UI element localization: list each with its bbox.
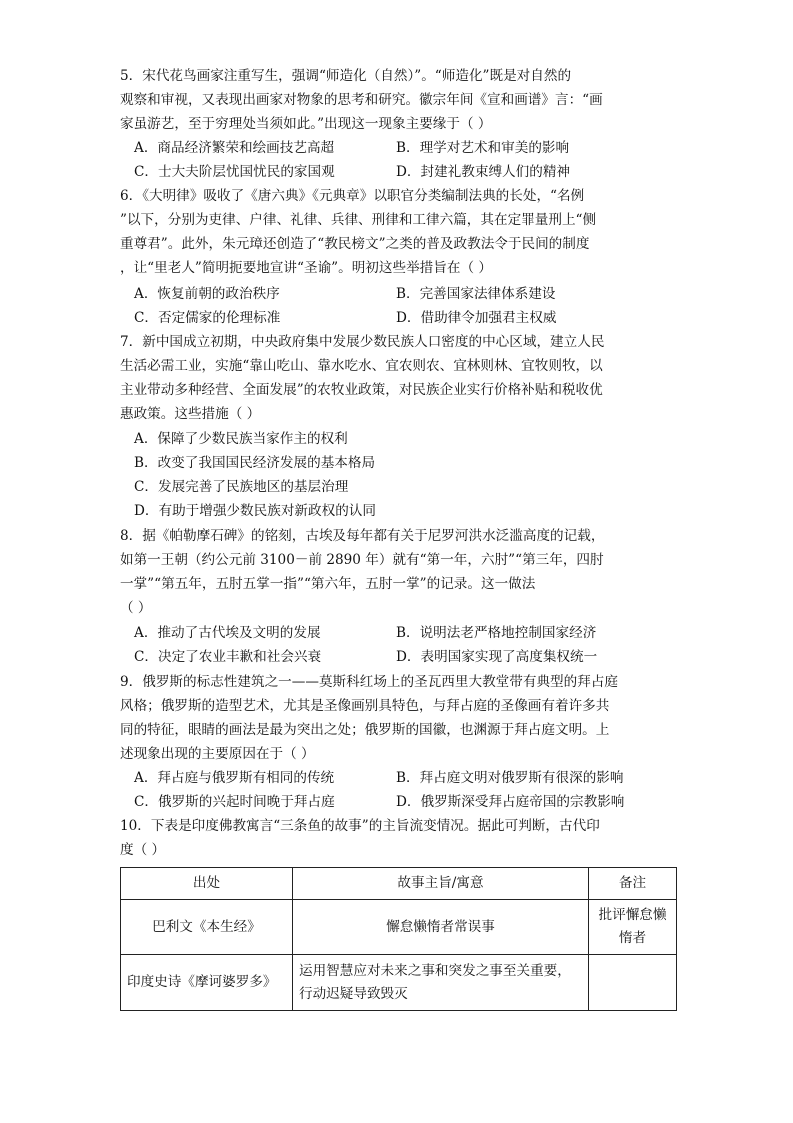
- option-d: D．表明国家实现了高度集权统一: [396, 649, 598, 665]
- table-row: [121, 955, 677, 1011]
- question-text-line: 重尊君”。此外，朱元璋还创造了“教民榜文”之类的普及政教法令于民间的制度: [120, 236, 590, 252]
- option-c: C．发展完善了民族地区的基层治理: [134, 479, 349, 495]
- option-d: D．封建礼教束缚人们的精神: [396, 164, 571, 180]
- question-text-line: 度（ ）: [120, 842, 166, 858]
- question-text-line: 9．俄罗斯的标志性建筑之一——莫斯科红场上的圣瓦西里大教堂带有典型的拜占庭: [120, 674, 619, 690]
- question-text-line: 6．《大明律》吸收了《唐六典》《元典章》以职官分类编制法典的长处，“名例: [120, 188, 585, 204]
- option-d: D．有助于增强少数民族对新政权的认同: [134, 503, 376, 519]
- option-b: B．说明法老严格地控制国家经济: [396, 625, 597, 641]
- table-header-cell: 备注: [589, 868, 677, 900]
- option-b: B．理学对艺术和审美的影响: [396, 140, 570, 156]
- question-text-line: 8．据《帕勒摩石碑》的铭刻，古埃及每年都有关于尼罗河洪水泛滥高度的记载，: [120, 528, 605, 544]
- option-a: A．商品经济繁荣和绘画技艺高超: [134, 140, 335, 156]
- question-text-line: 惠政策。这些措施（ ）: [120, 406, 261, 422]
- table-cell-source: 印度史诗《摩诃婆罗多》: [121, 955, 293, 1011]
- question-text-line: 主业带动多种经营、全面发展”的农牧业政策，对民族企业实行价格补贴和税收优: [120, 382, 603, 398]
- table-cell-note: [589, 955, 677, 1011]
- option-a: A．拜占庭与俄罗斯有相同的传统: [134, 770, 335, 786]
- question-text-line: 7．新中国成立初期，中央政府集中发展少数民族人口密度的中心区域，建立人民: [120, 334, 605, 350]
- option-c: C．士大夫阶层忧国忧民的家国观: [134, 164, 335, 180]
- option-b: B．完善国家法律体系建设: [396, 286, 556, 302]
- question-text-line: 一掌”“第五年，五肘五掌一指”“第六年，五肘一掌”的记录。这一做法: [120, 576, 536, 592]
- option-c: C．决定了农业丰歉和社会兴衰: [134, 649, 322, 665]
- question-text-line: 同的特征，眼睛的画法是最为突出之处；俄罗斯的国徽，也渊源于拜占庭文明。上: [120, 722, 610, 738]
- table-cell-note: 批评懈怠懒惰者: [589, 900, 677, 955]
- question-text-line: 述现象出现的主要原因在于（ ）: [120, 746, 315, 762]
- option-a: A．推动了古代埃及文明的发展: [134, 625, 321, 641]
- question-text-line: 5．宋代花鸟画家注重写生，强调“师造化（自然）”。“师造化”既是对自然的: [120, 68, 572, 84]
- option-c: C．俄罗斯的兴起时间晚于拜占庭: [134, 794, 335, 810]
- table-cell-source: 巴利文《本生经》: [121, 900, 293, 955]
- question-text-line: 家虽游艺，至于穷理处当须如此。”出现这一现象主要缘于（ ）: [120, 116, 492, 132]
- option-d: D．俄罗斯深受拜占庭帝国的宗教影响: [396, 794, 625, 810]
- question-text-line: ”以下，分别为吏律、户律、礼律、兵律、刑律和工律六篇，其在定罪量刑上“侧: [120, 212, 597, 228]
- table-header-row: [121, 868, 677, 900]
- option-a: A．保障了少数民族当家作主的权利: [134, 431, 348, 447]
- table-cell-theme: 懈怠懒惰者常误事: [293, 900, 589, 955]
- fable-table: [120, 867, 677, 1011]
- table-header-cell: 出处: [121, 868, 293, 900]
- option-a: A．恢复前朝的政治秩序: [134, 286, 280, 302]
- option-b: B．拜占庭文明对俄罗斯有很深的影响: [396, 770, 624, 786]
- table-cell-theme: 运用智慧应对未来之事和突发之事至关重要，行动迟疑导致毁灭: [293, 955, 589, 1011]
- option-c: C．否定儒家的伦理标准: [134, 310, 281, 326]
- option-d: D．借助律令加强君主权威: [396, 310, 557, 326]
- question-text-line: ，让“里老人”简明扼要地宣讲“圣谕”。明初这些举措旨在（ ）: [120, 260, 492, 276]
- table-row: [121, 900, 677, 955]
- question-text-line: 10．下表是印度佛教寓言“三条鱼的故事”的主旨流变情况。据此可判断，古代印: [120, 818, 600, 834]
- table-header-cell: 故事主旨/寓意: [293, 868, 589, 900]
- question-text-line: 观察和审视，又表现出画家对物象的思考和研究。徽宗年间《宣和画谱》言：“画: [120, 92, 603, 108]
- question-text-line: （ ）: [120, 600, 152, 616]
- question-text-line: 风格；俄罗斯的造型艺术，尤其是圣像画别具特色，与拜占庭的圣像画有着许多共: [120, 698, 610, 714]
- option-b: B．改变了我国国民经济发展的基本格局: [134, 455, 376, 471]
- question-text-line: 如第一王朝（约公元前 3100－前 2890 年）就有“第一年，六肘”“第三年，四肘: [120, 552, 604, 568]
- question-text-line: 生活必需工业，实施“靠山吃山、靠水吃水、宜农则农、宜林则林、宜牧则牧，以: [120, 358, 603, 374]
